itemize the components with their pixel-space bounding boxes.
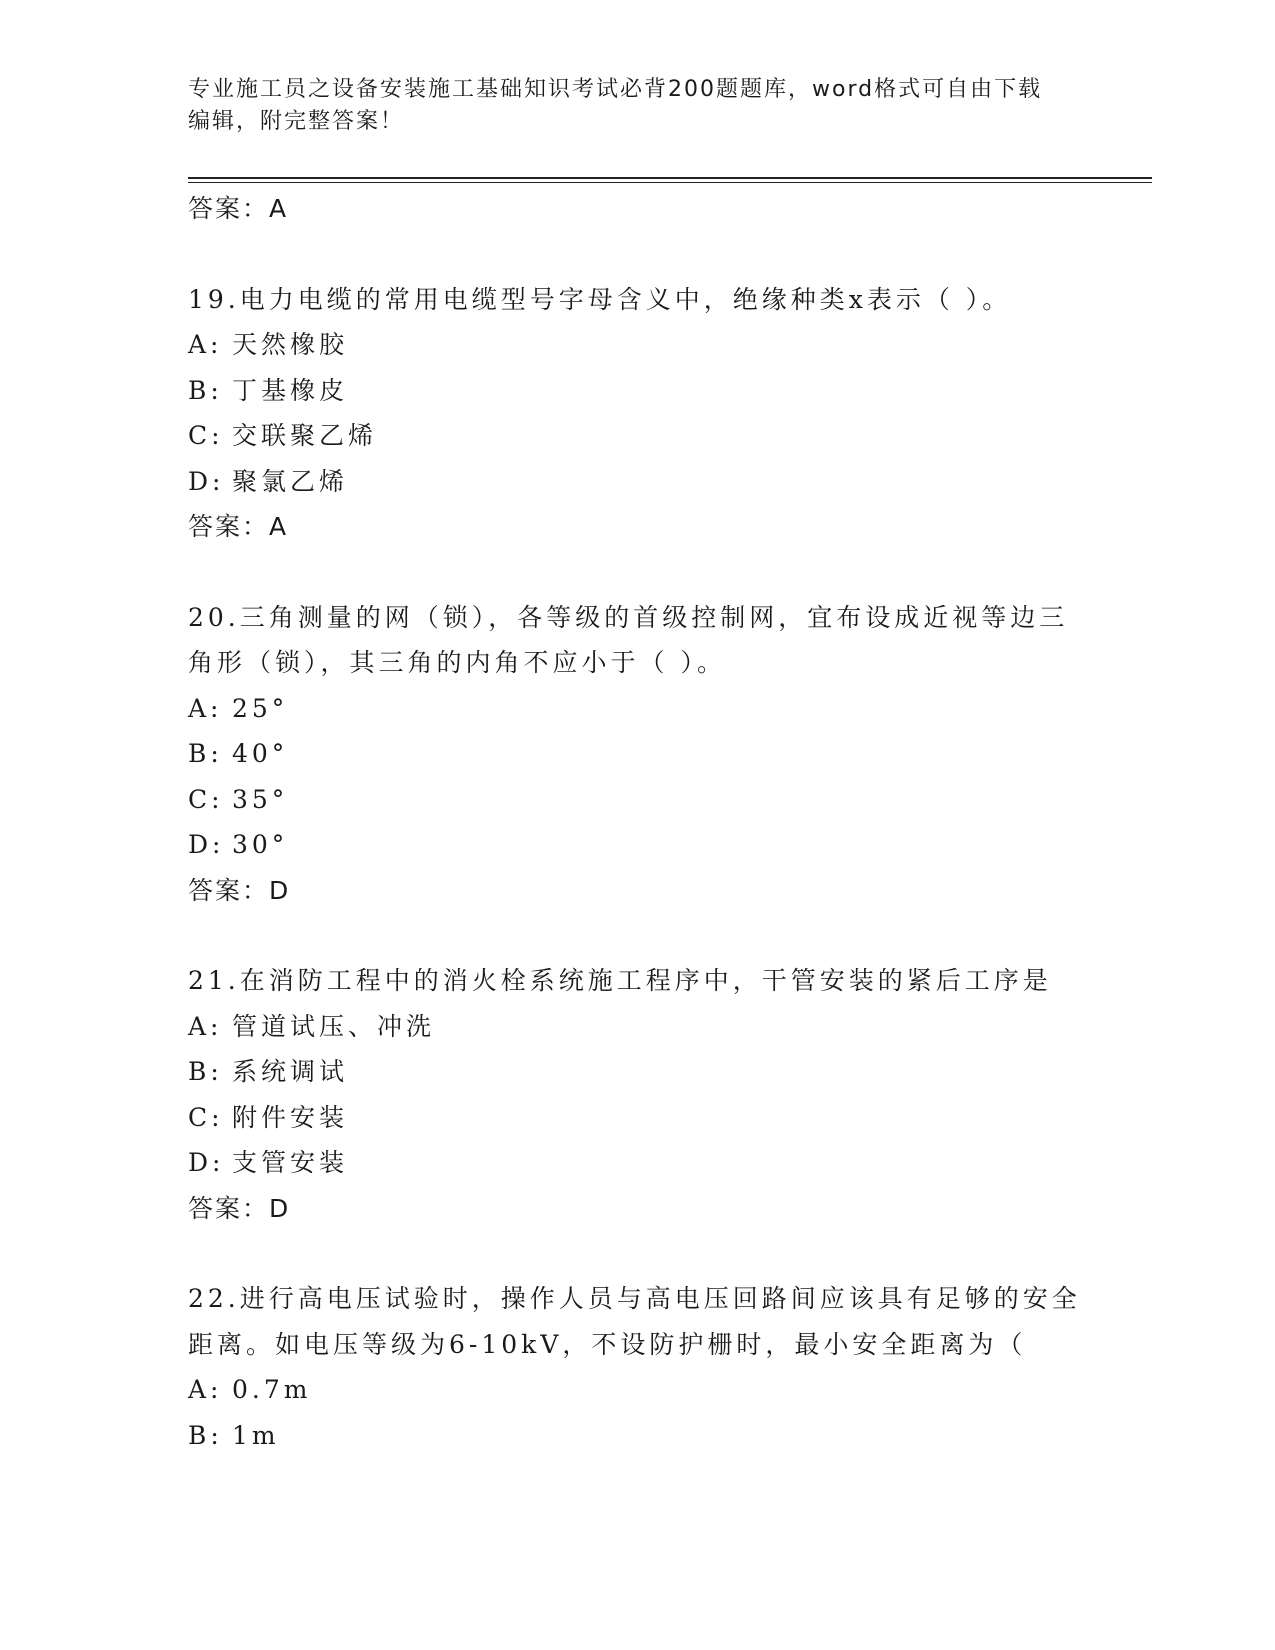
- question-answer: 答案：D: [188, 1193, 291, 1223]
- option-text: 丁基橡皮: [232, 375, 349, 405]
- question-stem-line: 角形（锁），其三角的内角不应小于（ ）。: [188, 648, 726, 677]
- question-list: [188, 186, 1088, 1458]
- answer-option: [188, 322, 1088, 368]
- option-letter: B:: [188, 375, 223, 405]
- answer-option: [188, 822, 1088, 868]
- question-block: [188, 958, 1088, 1231]
- option-text: 附件安装: [232, 1102, 349, 1132]
- previous-answer: 答案：A: [188, 194, 289, 223]
- answer-option: [188, 1413, 1088, 1459]
- header-divider-thick: [188, 177, 1152, 179]
- answer-option: [188, 368, 1088, 414]
- option-letter: B:: [188, 739, 223, 768]
- option-letter: D:: [188, 830, 225, 859]
- question-block: [188, 1276, 1088, 1458]
- question-block: [188, 595, 1088, 914]
- answer-option: [188, 1367, 1088, 1413]
- question-spacer: [188, 1231, 1088, 1276]
- document-header: [188, 74, 1088, 138]
- option-text: 聚氯乙烯: [232, 466, 349, 496]
- header-title-line-1: 专业施工员之设备安装施工基础知识考试必背200题题库，word格式可自由下载: [188, 77, 1043, 102]
- option-letter: A:: [188, 693, 223, 723]
- question-stem-line: 21.在消防工程中的消火栓系统施工程序中，干管安装的紧后工序是: [188, 966, 1052, 995]
- header-title-line-2: 编辑，附完整答案！: [188, 109, 405, 134]
- option-letter: C:: [188, 421, 224, 450]
- option-letter: B:: [188, 1420, 223, 1450]
- option-text: 1m: [232, 1420, 280, 1450]
- answer-option: [188, 777, 1088, 823]
- option-letter: A:: [188, 1375, 223, 1404]
- option-letter: A:: [188, 330, 223, 359]
- question-stem-line: 22.进行高电压试验时，操作人员与高电压回路间应该具有足够的安全: [188, 1284, 1081, 1313]
- answer-option: [188, 413, 1088, 459]
- answer-option: [188, 686, 1088, 732]
- option-text: 40°: [232, 739, 289, 768]
- option-letter: A:: [188, 1011, 223, 1041]
- question-stem-line: 20.三角测量的网（锁），各等级的首级控制网，宜布设成近视等边三: [188, 602, 1069, 632]
- option-text: 交联聚乙烯: [232, 421, 378, 450]
- answer-option: [188, 459, 1088, 505]
- question-block: [188, 277, 1088, 550]
- option-text: 0.7m: [232, 1375, 312, 1404]
- option-letter: B:: [188, 1057, 223, 1086]
- question-spacer: [188, 232, 1088, 277]
- option-text: 35°: [232, 784, 289, 814]
- answer-option: [188, 1049, 1088, 1095]
- option-text: 支管安装: [232, 1148, 349, 1177]
- option-letter: C:: [188, 784, 224, 814]
- option-text: 天然橡胶: [232, 330, 349, 359]
- question-answer: 答案：D: [188, 875, 291, 905]
- option-text: 管道试压、冲洗: [232, 1011, 436, 1041]
- question-stem-line: 19.电力电缆的常用电缆型号字母含义中，绝缘种类x表示（ ）。: [188, 284, 1012, 314]
- question-spacer: [188, 550, 1088, 595]
- answer-option: [188, 1140, 1088, 1186]
- option-letter: D:: [188, 466, 225, 496]
- question-answer: 答案：A: [188, 512, 289, 541]
- question-stem-line: 距离。如电压等级为6-10kV，不设防护栅时，最小安全距离为（: [188, 1329, 1027, 1359]
- answer-option: [188, 1004, 1088, 1050]
- option-text: 30°: [232, 830, 289, 859]
- option-letter: C:: [188, 1102, 224, 1132]
- option-letter: D:: [188, 1148, 225, 1177]
- answer-option: [188, 731, 1088, 777]
- header-divider-thin: [188, 182, 1152, 183]
- answer-option: [188, 1095, 1088, 1141]
- option-text: 系统调试: [232, 1057, 349, 1086]
- option-text: 25°: [232, 693, 289, 723]
- question-spacer: [188, 913, 1088, 958]
